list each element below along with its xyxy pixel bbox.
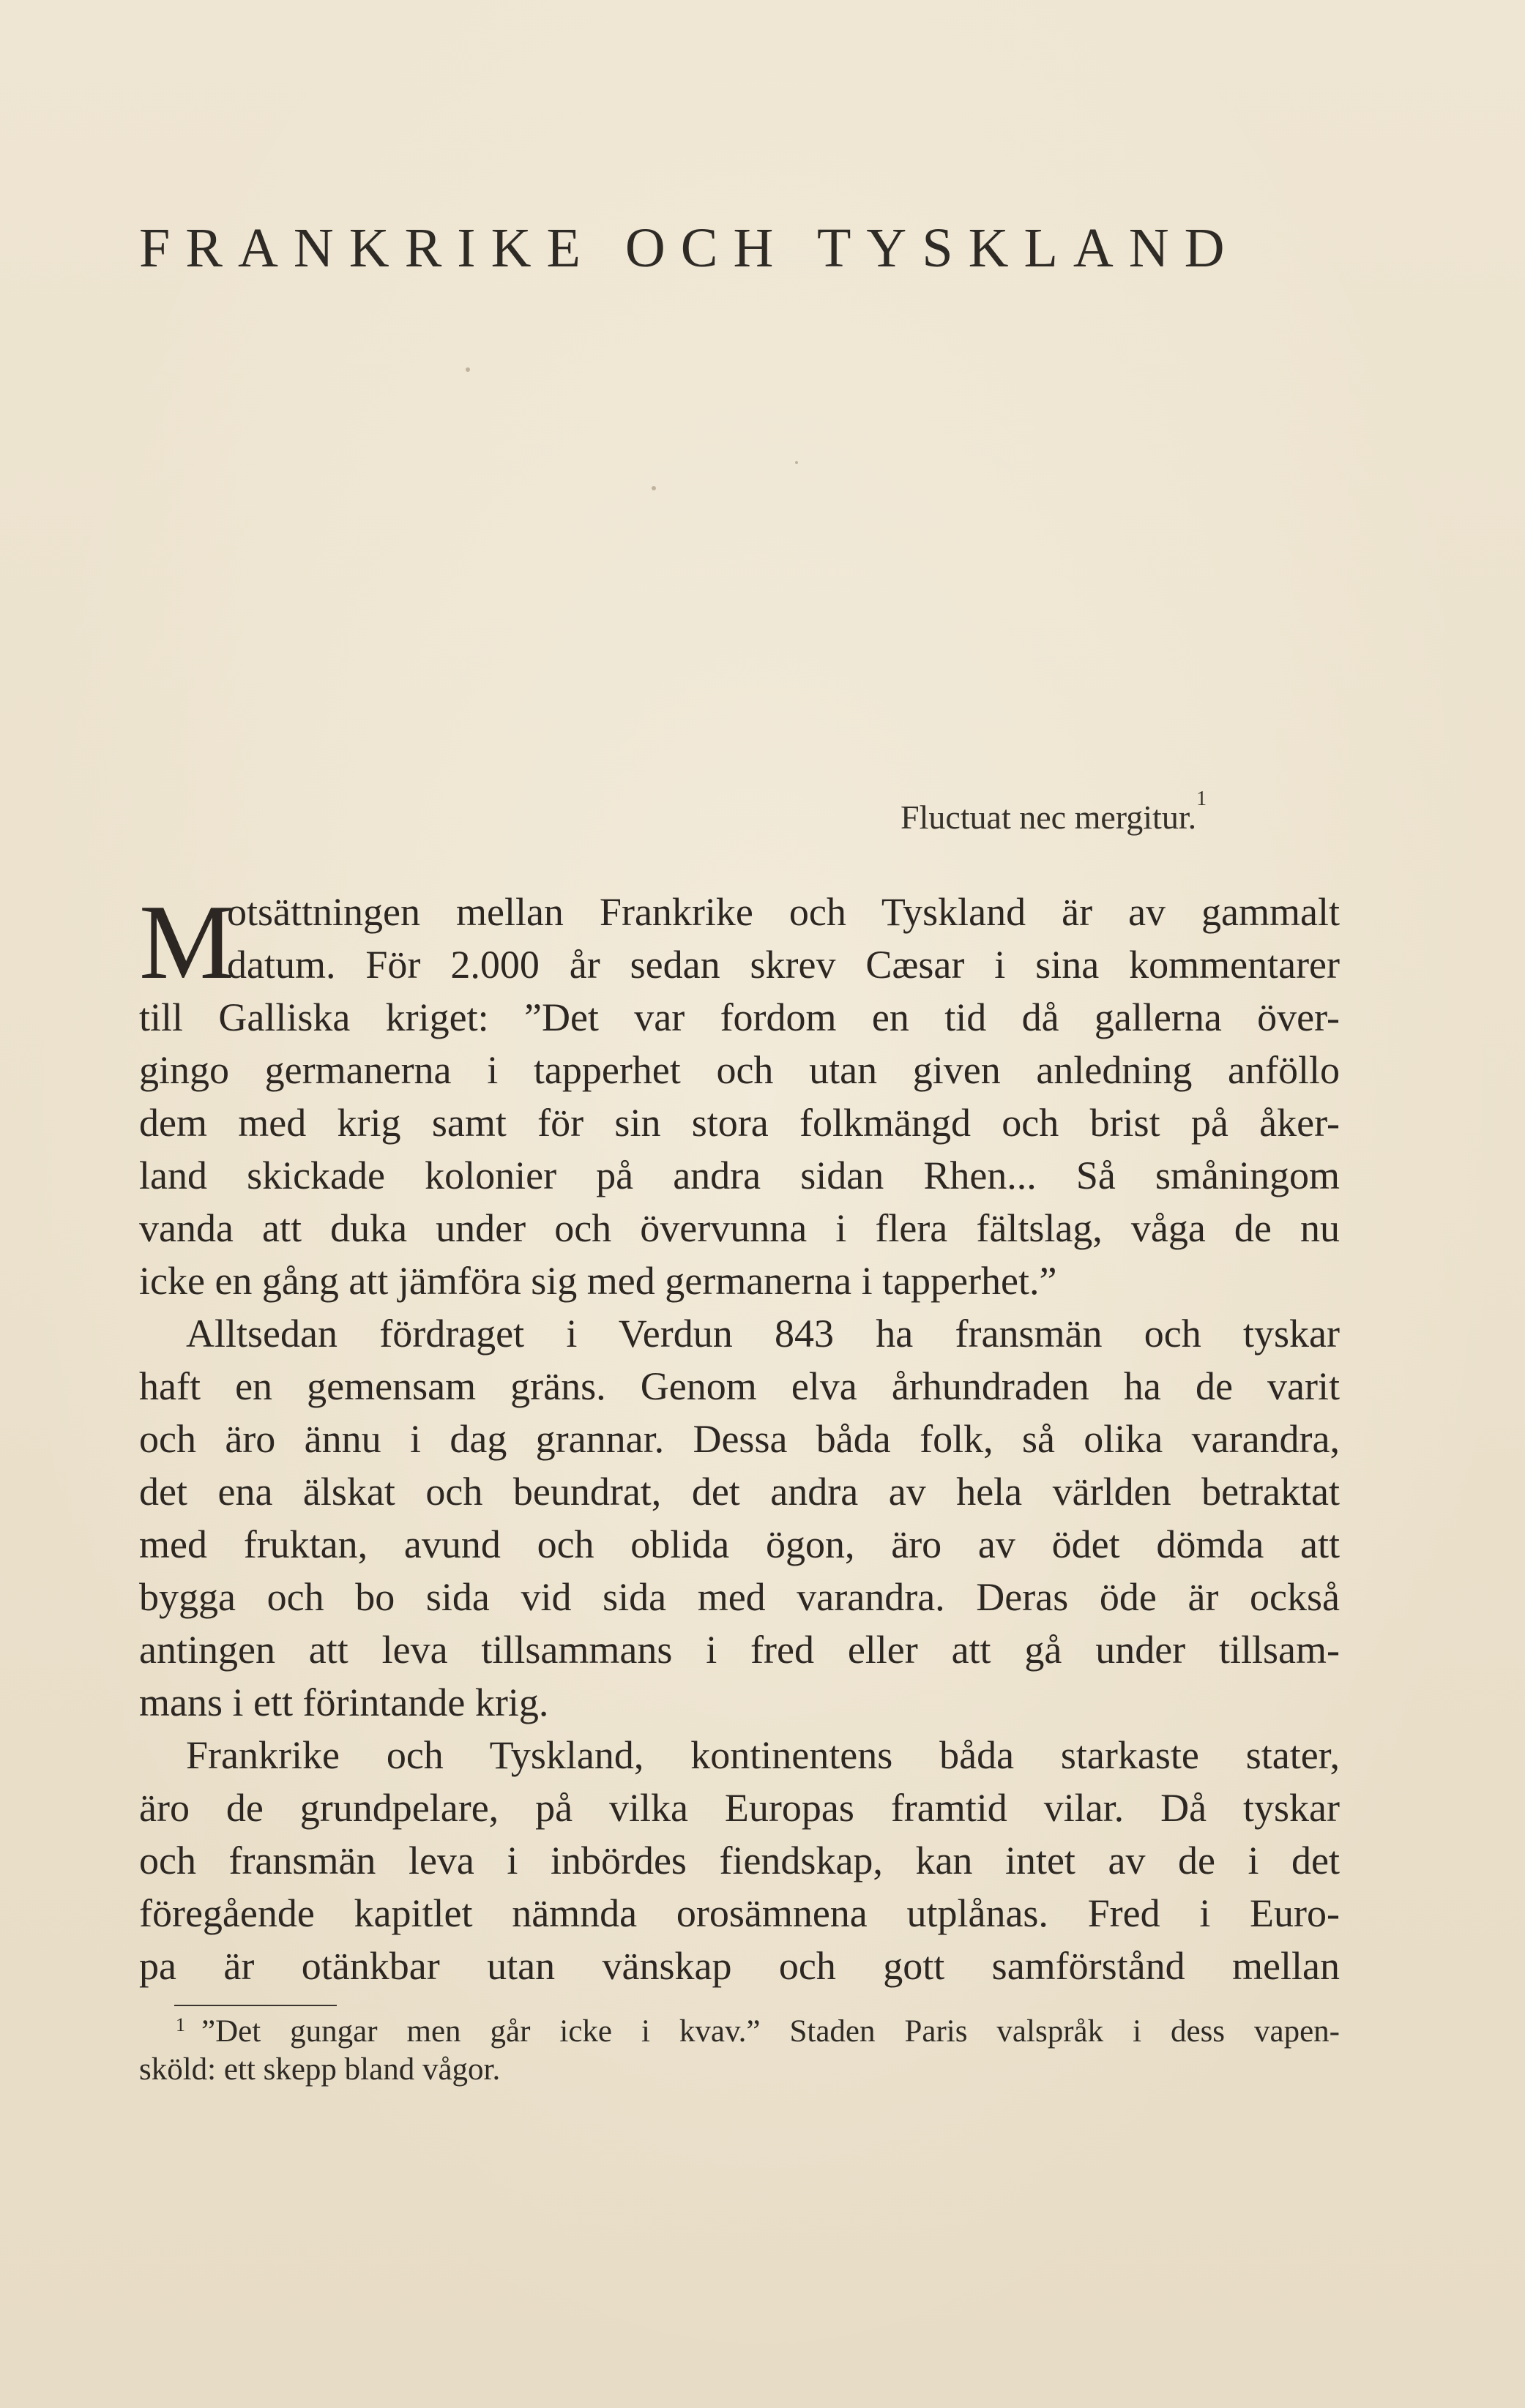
text-line: Frankrike och Tyskland, kontinentens båda starkaste stater, xyxy=(186,1733,1340,1777)
paper-speck xyxy=(466,367,470,372)
text-line: och äro ännu i dag grannar. Dessa båda folk, så olika varandra, xyxy=(139,1417,1340,1461)
paragraph-3 xyxy=(139,1729,1340,1992)
chapter-title: FRANKRIKE OCH TYSKLAND xyxy=(139,217,1240,279)
text-line: med fruktan, avund och oblida ögon, äro av ödet dömda att xyxy=(139,1522,1340,1566)
text-line: till Galliska kriget: ”Det var fordom en tid då gallerna över- xyxy=(139,995,1340,1039)
text-line: Alltsedan fördraget i Verdun 843 ha fransmän och tyskar xyxy=(186,1312,1340,1356)
text-line: dem med krig samt för sin stora folkmängd och brist på åker- xyxy=(139,1101,1340,1145)
paper-speck xyxy=(652,486,656,490)
text-line: det ena älskat och beundrat, det andra av hela världen betraktat xyxy=(139,1470,1340,1514)
text-line: otsättningen mellan Frankrike och Tyskland är av gammalt xyxy=(227,890,1340,934)
footnote-divider xyxy=(174,2005,337,2006)
paragraph-1-opening xyxy=(227,886,1340,991)
epigraph xyxy=(901,787,1207,837)
paragraph-1-body xyxy=(139,991,1340,1307)
paragraph-2 xyxy=(139,1307,1340,1729)
text-line: bygga och bo sida vid sida med varandra. Deras öde är också xyxy=(139,1575,1340,1619)
footnote-mark: 1 xyxy=(176,2014,185,2035)
paper-speck xyxy=(795,461,798,464)
footnote-text: ”Det gungar men går icke i kvav.” Staden Paris valspråk i dess vapen- xyxy=(201,2014,1340,2049)
text-line: datum. För 2.000 år sedan skrev Cæsar i sina kommentarer xyxy=(227,943,1340,987)
text-line: gingo germanerna i tapperhet och utan given anledning anföllo xyxy=(139,1048,1340,1092)
epigraph-text: Fluctuat nec mergitur. xyxy=(901,799,1197,836)
text-line: pa är otänkbar utan vänskap och gott samförstånd mellan xyxy=(139,1944,1340,1988)
text-line: och fransmän leva i inbördes fiendskap, kan intet av de i det xyxy=(139,1839,1340,1882)
footnote-line xyxy=(139,2013,1340,2051)
text-line: antingen att leva tillsammans i fred eller att gå under tillsam- xyxy=(139,1628,1340,1672)
text-line: äro de grundpelare, på vilka Europas framtid vilar. Då tyskar xyxy=(139,1786,1340,1830)
text-line: haft en gemensam gräns. Genom elva århundraden ha de varit xyxy=(139,1364,1340,1408)
text-line: icke en gång att jämföra sig med germanerna i tapperhet.” xyxy=(139,1259,1057,1303)
text-line: land skickade kolonier på andra sidan Rhen... Så småningom xyxy=(139,1153,1340,1197)
text-line: mans i ett förintande krig. xyxy=(139,1680,549,1724)
footnote xyxy=(139,2013,1340,2089)
epigraph-footnote-ref: 1 xyxy=(1196,787,1207,810)
drop-cap: M xyxy=(139,883,234,1001)
text-line: vanda att duka under och övervunna i flera fältslag, våga de nu xyxy=(139,1206,1340,1250)
footnote-line: sköld: ett skepp bland vågor. xyxy=(139,2052,501,2087)
text-line: föregående kapitlet nämnda orosämnena utplånas. Fred i Euro- xyxy=(139,1891,1340,1935)
